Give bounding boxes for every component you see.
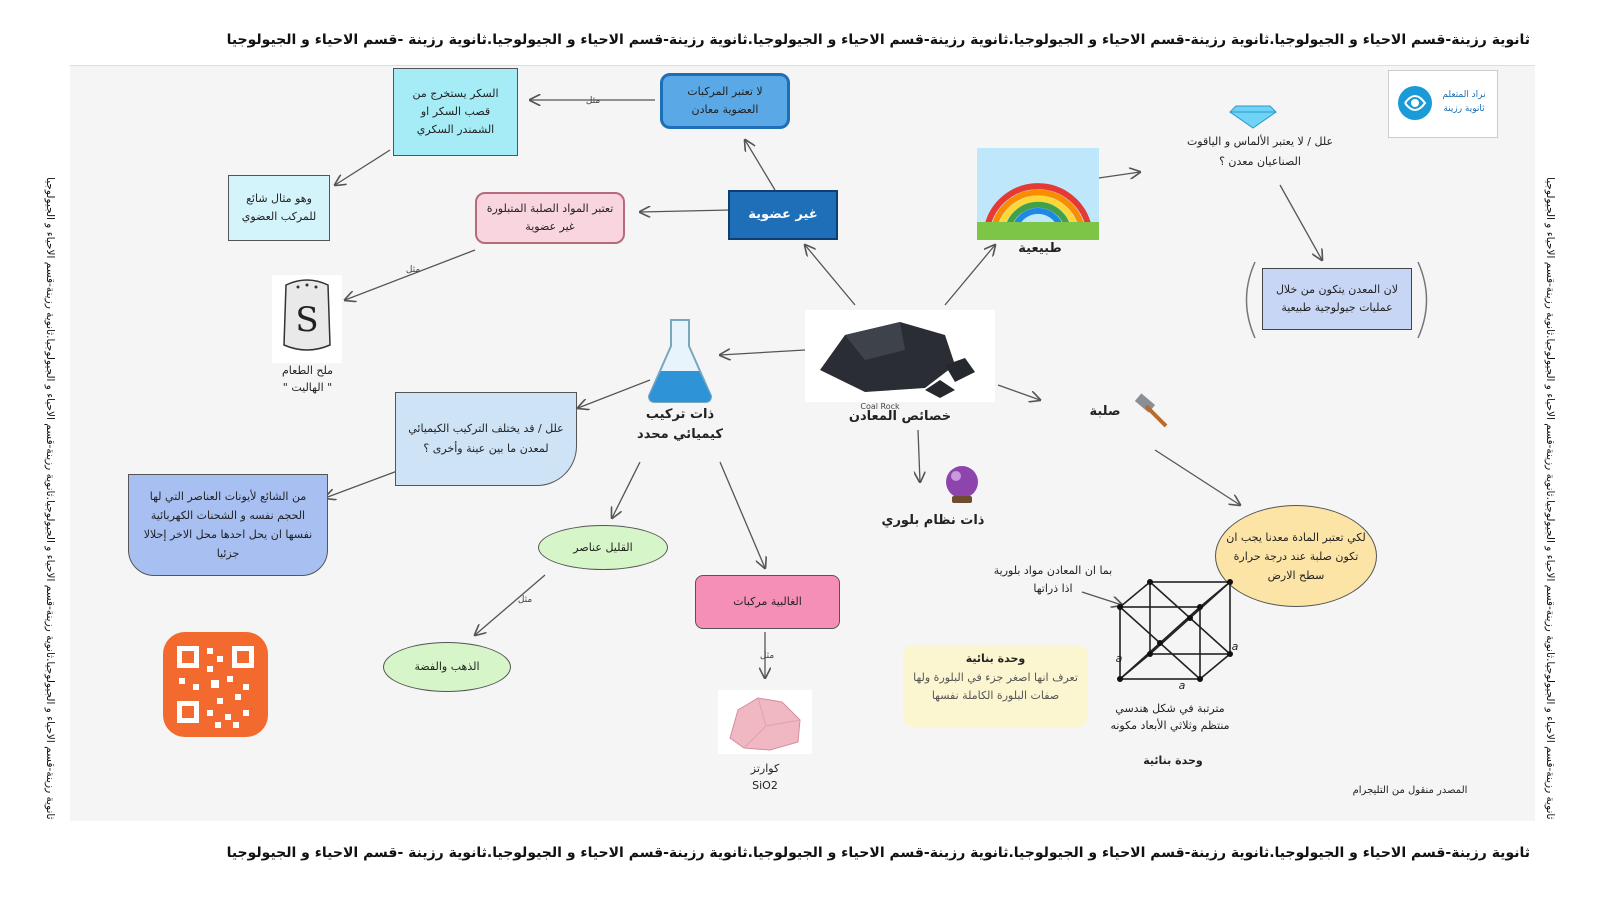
- quartz-formula: SiO2: [752, 779, 778, 792]
- node-chemical: ذات تركيب كيميائي محدد: [637, 407, 723, 442]
- node-inorganic: غير عضوية: [728, 190, 838, 240]
- node-chem-question: علل / قد يختلف التركيب الكيميائي لمعدن ما بين عينة وأخرى ؟: [395, 392, 577, 486]
- quartz-icon: [718, 690, 812, 754]
- rainbow-icon: [977, 148, 1099, 240]
- right-banner: ثانوية رزينة-قسم الاحياء و الجيولوجيا.ثانوية رزينة-قسم الاحياء و الجيولوجيا.ثانوية رزينة-قسم الاحياء و الجيولوجيا.ثانوية رزينة-قسم الاحياء و الجيولوجيا: [1544, 177, 1556, 820]
- diamond-icon: [1228, 98, 1278, 130]
- logo-text-2: ثانوية رزينة: [1443, 104, 1485, 114]
- unit-cell-title: وحدة بنائية: [965, 652, 1026, 665]
- salt-shaker-image: [272, 275, 342, 363]
- node-compounds: الغالبية مركبات: [695, 575, 840, 629]
- coal-caption: Coal Rock: [860, 402, 900, 411]
- quartz-label: كوارتز: [750, 762, 780, 775]
- hammer-icon: [1132, 392, 1172, 432]
- node-unit-cell-label: وحدة بنائية: [1143, 754, 1203, 767]
- unit-cell-definition: تعرف انها اصغر جزء في البلورة ولها صفات البلورة الكاملة نفسها: [913, 671, 1078, 702]
- node-sugar: السكر يستخرج من قصب السكر او الشمندر السكري: [393, 68, 518, 156]
- node-arranged: مترتبة في شكل هندسي منتظم وثلاثي الأبعاد مكونه: [1110, 702, 1230, 732]
- node-solid-crystal: تعتبر المواد الصلبة المتبلورة غير عضوية: [475, 192, 625, 244]
- cube-label-a-right: a: [1231, 640, 1239, 653]
- flask-icon: [645, 316, 715, 404]
- left-banner: ثانوية رزينة-قسم الاحياء و الجيولوجيا.ثانوية رزينة-قسم الاحياء و الجيولوجيا.ثانوية رزينة-قسم الاحياء و الجيولوجيا.ثانوية رزينة-قسم الاحياء و الجيولوجيا: [44, 177, 56, 820]
- crystal-ball-icon: [940, 462, 984, 506]
- svg-text:S: S: [295, 300, 319, 340]
- coal-rock-icon: [805, 310, 995, 402]
- top-banner: ثانوية رزينة-قسم الاحياء و الجيولوجيا.ثانوية رزينة-قسم الاحياء و الجيولوجيا.ثانوية رزينة-قسم الاحياء و الجيولوجيا.ثانوية رزينة-قسم الاحياء و الجيولوجيا.ثانوية رزينة -قسم الاحياء و الجيولوجيا: [226, 32, 1530, 48]
- node-common-example: وهو مثال شائع للمركب العضوي: [228, 175, 330, 241]
- halite-label: " الهاليت ": [282, 381, 333, 394]
- node-geo-process: لان المعدن يتكون من خلال عمليات جيولوجية طبيعية: [1262, 268, 1412, 330]
- salt-label: ملح الطعام: [281, 364, 334, 377]
- node-crystal-system: ذات نظام بلوري: [881, 513, 985, 528]
- node-solid-requirement: لكي تعتبر المادة معدنا يجب ان تكون صلبة عند درجة حرارة سطح الارض: [1215, 505, 1377, 607]
- school-logo: [1388, 70, 1498, 138]
- edge-label-example-2: مثل: [405, 265, 421, 275]
- qr-code: [163, 632, 268, 737]
- rainbow-image: [977, 148, 1099, 240]
- unit-cell-cube: [1110, 572, 1245, 692]
- node-few-elements: القليل عناصر: [538, 525, 668, 570]
- brain-icon: [1395, 83, 1435, 123]
- salt-shaker-icon: [272, 275, 342, 363]
- node-diamond-question: علل / لا يعتبر الألماس و الياقوت الصناعيان معدن ؟: [1186, 135, 1334, 168]
- edge-label-example-3: مثل: [517, 595, 533, 605]
- unit-cell-definition-note: [903, 645, 1088, 727]
- node-crystal-note: بما ان المعادن مواد بلورية اذا ذراتها: [993, 564, 1113, 595]
- edge-label-example-4: مثل: [759, 651, 775, 661]
- bottom-banner: ثانوية رزينة-قسم الاحياء و الجيولوجيا.ثانوية رزينة-قسم الاحياء و الجيولوجيا.ثانوية رزينة-قسم الاحياء و الجيولوجيا.ثانوية رزينة-قسم الاحياء و الجيولوجيا.ثانوية رزينة -قسم الاحياء و الجيولوجيا: [226, 845, 1530, 861]
- node-solid: صلبة: [1089, 404, 1121, 419]
- node-natural: طبيعية: [1018, 241, 1062, 256]
- source-note: المصدر منقول من التليجرام: [1352, 785, 1468, 796]
- edge-label-example-1: مثل: [585, 96, 601, 106]
- node-gold-silver: الذهب والفضة: [383, 642, 511, 692]
- node-organic-not-mineral: لا تعتبر المركبات العضوية معادن: [660, 73, 790, 129]
- logo-text-1: نراد المتعلم: [1442, 90, 1486, 100]
- center-title: خصائص المعادن: [848, 409, 952, 424]
- cube-label-a-bottom: a: [1178, 679, 1186, 692]
- node-ions: من الشائع لأيونات العناصر التي لها الحجم نفسه و الشحنات الكهربائية نفسها ان يحل احدها محل الاخر إحلالا جزئيا: [128, 474, 328, 576]
- cube-label-a-left: a: [1115, 652, 1123, 665]
- coal-rock-image: [805, 310, 995, 402]
